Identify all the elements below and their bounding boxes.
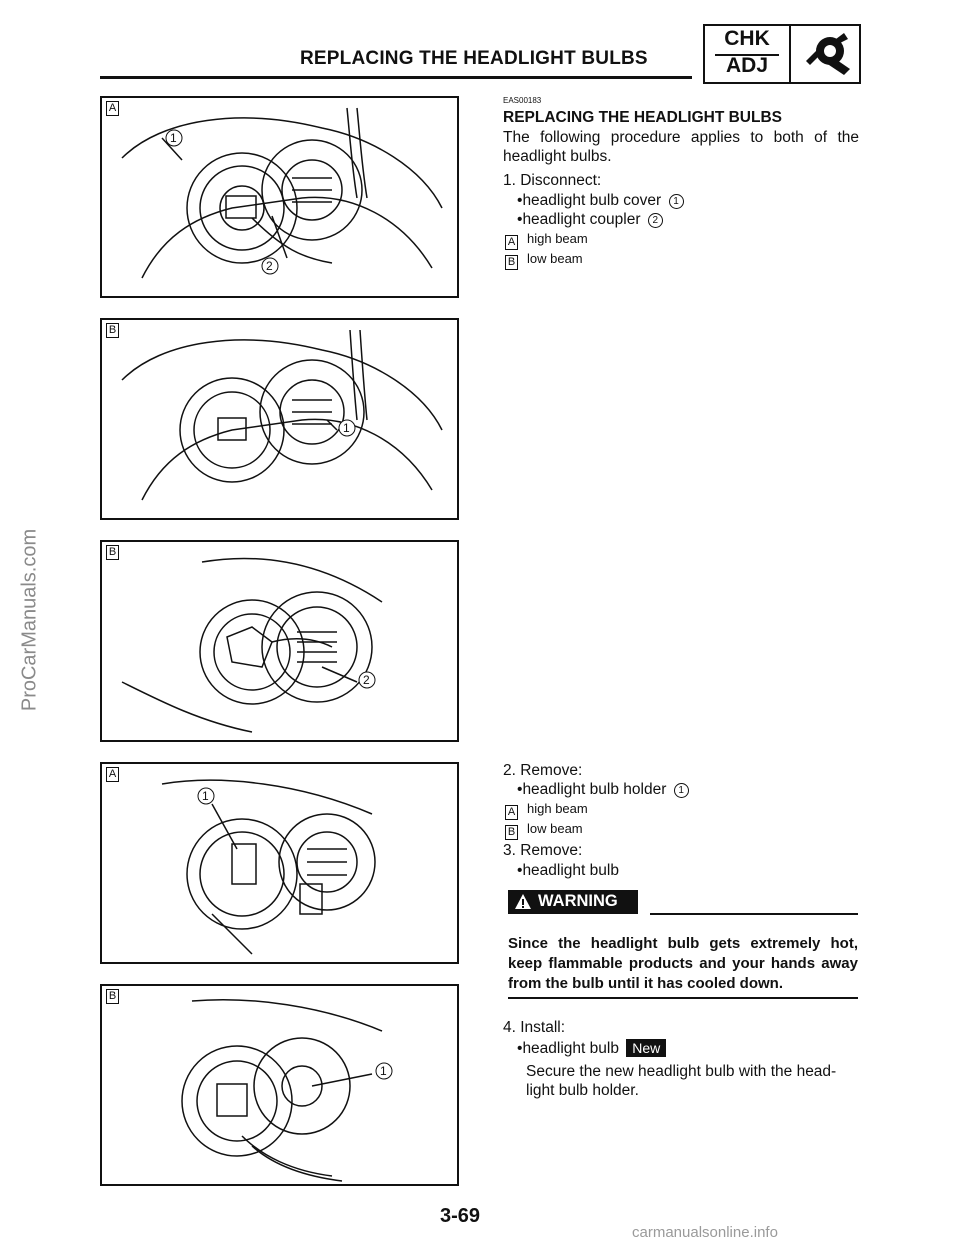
warning-end-rule — [508, 997, 858, 999]
step-4-item-1-text: headlight bulb — [522, 1040, 619, 1057]
figure-tag: B — [106, 323, 119, 338]
callout-1: 1 — [202, 789, 209, 803]
step-4-note: Secure the new headlight bulb with the head-light bulb holder. — [526, 1063, 837, 1099]
legend-text-b: low beam — [527, 251, 583, 266]
footer-watermark: carmanualsonline.info — [632, 1224, 778, 1241]
page-header-title: REPLACING THE HEADLIGHT BULBS — [300, 48, 648, 69]
headlight-bulb-cover-illustration — [102, 98, 457, 296]
callout-1: 1 — [343, 421, 350, 435]
step-2-item-1: •headlight bulb holder 1 — [517, 780, 689, 799]
step-1-label: 1. Disconnect: — [503, 172, 602, 189]
step-1-item-1: •headlight bulb cover 1 — [517, 191, 684, 210]
callout-1: 1 — [170, 131, 177, 145]
legend-tag-a: A — [505, 235, 518, 250]
chk-adj-label-cell — [705, 26, 791, 82]
step-1-item-2: •headlight coupler 2 — [517, 210, 663, 229]
warning-rule — [650, 913, 858, 915]
step-3-item-1: •headlight bulb — [517, 862, 619, 879]
legend-b — [505, 251, 583, 270]
figure-4 — [100, 762, 459, 964]
legend-a — [505, 231, 588, 250]
callout-1: 1 — [380, 1064, 387, 1078]
step-3-item-1-text: headlight bulb — [522, 862, 619, 879]
headlight-bulb-holder-illustration — [102, 986, 457, 1184]
chk-label: CHK — [724, 27, 770, 50]
side-watermark — [10, 360, 50, 880]
legend-text-a: high beam — [527, 231, 588, 246]
figure-tag: B — [106, 989, 119, 1004]
legend-tag-a: A — [505, 805, 518, 820]
figure-3 — [100, 540, 459, 742]
callout-2: 2 — [648, 213, 663, 228]
section-intro: The following procedure applies to both of the headlight bulbs. — [503, 129, 859, 165]
section-heading: REPLACING THE HEADLIGHT BULBS — [503, 109, 782, 126]
legend-a — [505, 801, 588, 820]
callout-1: 1 — [674, 783, 689, 798]
headlight-coupler-illustration — [102, 542, 457, 740]
chk-adj-badge — [703, 24, 861, 84]
step-1-item-2-text: headlight coupler — [522, 211, 641, 228]
section-code: EAS00183 — [503, 96, 542, 105]
callout-2: 2 — [363, 673, 370, 687]
callout-1: 1 — [669, 194, 684, 209]
headlight-bulb-cover-illustration — [102, 320, 457, 518]
callout-2: 2 — [266, 259, 273, 273]
figure-tag: B — [106, 545, 119, 560]
legend-b — [505, 821, 583, 840]
adj-label: ADJ — [725, 54, 768, 77]
side-watermark-text: ProCarManuals.com — [18, 528, 41, 712]
step-1-item-1-text: headlight bulb cover — [522, 192, 662, 209]
figure-5 — [100, 984, 459, 1186]
warning-triangle-icon — [514, 893, 532, 910]
figure-1 — [100, 96, 459, 298]
figure-tag: A — [106, 101, 119, 116]
header-rule — [100, 76, 692, 79]
legend-tag-b: B — [505, 825, 518, 840]
wrench-gauge-icon — [800, 31, 854, 77]
warning-badge — [508, 890, 638, 914]
step-4-label: 4. Install: — [503, 1019, 566, 1036]
step-2-label: 2. Remove: — [503, 762, 583, 779]
legend-text-b: low beam — [527, 821, 583, 836]
warning-label: WARNING — [538, 892, 618, 910]
legend-text-a: high beam — [527, 801, 588, 816]
step-4-item-1: •headlight bulb New — [517, 1039, 666, 1058]
legend-tag-b: B — [505, 255, 518, 270]
figure-2 — [100, 318, 459, 520]
warning-text: Since the headlight bulb gets extremely hot, keep flammable products and your hands away from the bulb until it has cooled down. — [508, 935, 858, 992]
new-part-badge: New — [626, 1039, 666, 1057]
step-3-label: 3. Remove: — [503, 842, 583, 859]
step-2-item-1-text: headlight bulb holder — [522, 781, 667, 798]
page-number: 3-69 — [440, 1205, 481, 1227]
figure-tag: A — [106, 767, 119, 782]
headlight-bulb-holder-illustration — [102, 764, 457, 962]
